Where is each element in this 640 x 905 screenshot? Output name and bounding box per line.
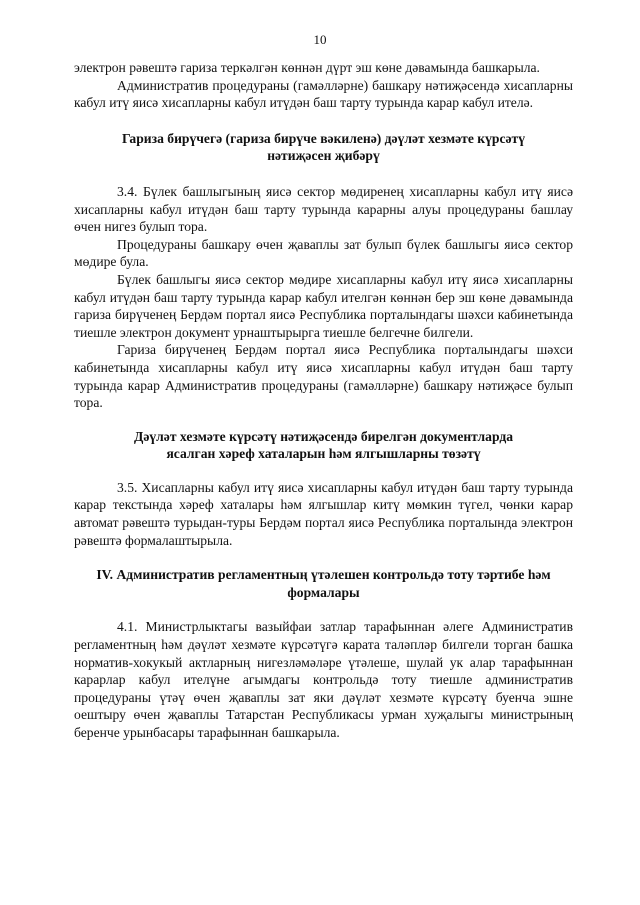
section-heading: Гариза бирүчегә (гариза бирүче вәкиленә) дәүләт хезмәте күрсәтү нәтиҗәсен җибәрү [121,130,526,164]
section-heading: Дәүләт хезмәте күрсәтү нәтиҗәсендә бирелгән документларда ясалган хәреф хаталарын һәм ялгышларны төзәтү [133,428,513,462]
paragraph: 4.1. Министрлыктагы вазыйфаи затлар тарафыннан әлеге Административ регламентның һәм дәүләт хезмәте күрсәтүгә карата таләпләр билгели торган башка норматив-хокукый актларның нигезләмәләре үтәлеше, шулай ук алар тарафыннан карарлар кабул ителүне агымдагы контрольдә тоту тиешле административ процедураны үтәү өчен җаваплы зат яки дәүләт хезмәте күрсәтү буенча эшне оештыру өчен җаваплы Татарстан Республикасы урман хуҗалыгы министрының беренче урынбасары тарафыннан башкарыла. [74,619,573,740]
paragraph: Бүлек башлыгы яисә сектор мөдире хисапларны кабул итү яисә хисапларны кабул итүдән баш тарту турында карар кабул ителгән көннән бер эш көне дәвамында гариза бирүченең Бердәм портал яисә Республика порталындагы шәхси кабинетында тиешле электрон документ урнаштырырга тиешле белгечне билгели. [74,271,573,340]
paragraph: 3.4. Бүлек башлыгының яисә сектор мөдиренең хисапларны кабул итү яисә хисапларны кабул итүдән баш тарту турында карарны алуы процедураны башлау өчен нигез булып тора. [74,183,573,235]
paragraph: электрон рәвештә гариза теркәлгән көннән дүрт эш көне дәвамында башкарыла. [74,60,540,75]
document-body [74,59,573,742]
paragraph: 3.5. Хисапларны кабул итү яисә хисапларны кабул итүдән баш тарту турында карар текстында хәреф хаталары һәм ялгышлар китү мөмкин түгел, чөнки карар автомат рәвештә турыдан-туры Бердәм портал яисә Республика порталында электрон рәвештә формалаштырыла. [74,479,573,548]
paragraph: Гариза бирүченең Бердәм портал яисә Республика порталындагы шәхси кабинетында хисапларны кабул итү яисә хисапларны кабул итүдән баш тарту турында карар Административ процедураны (гамәлләрне) башкару нәтиҗәсе булып тора. [74,342,573,411]
paragraph: Процедураны башкару өчен җаваплы зат булып бүлек башлыгы яисә сектор мөдире була. [74,236,573,270]
paragraph: Административ процедураны (гамәлләрне) башкару нәтиҗәсендә хисапларны кабул итү яисә хисапларны кабул итүдән баш тарту турында карар кабул ителә. [74,77,573,111]
chapter-heading: IV. Административ регламентның үтәлешен контрольдә тоту тәртибе һәм формалары [96,567,551,600]
page-number: 10 [313,32,327,47]
